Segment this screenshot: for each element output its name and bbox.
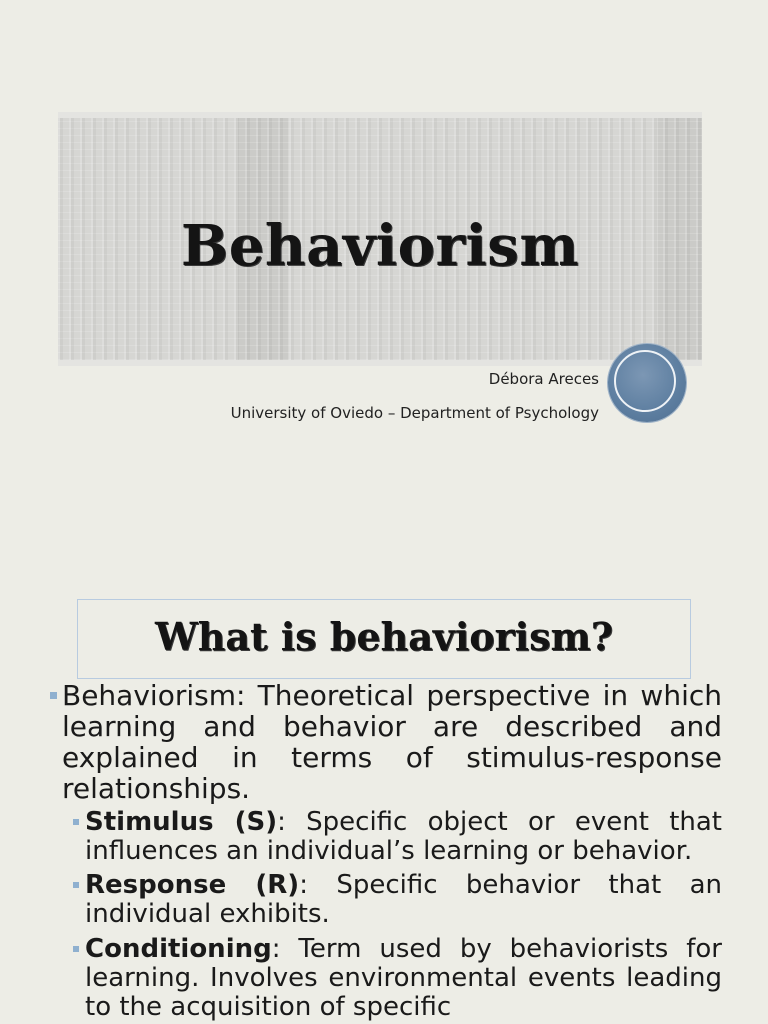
sub-bullet-stimulus: [85, 808, 722, 866]
author-affiliation: University of Oviedo – Department of Psychology: [230, 404, 599, 422]
sub-bullet-definition: : Specific object or event that influences an individual’s learning or behavior.: [85, 807, 722, 866]
sub-bullet-definition: : Term used by behaviorists for learning. Involves environmental events leading to the acquisition of specific: [85, 934, 722, 1022]
slide-title: Behaviorism: [180, 213, 580, 279]
slide2-title: What is behaviorism?: [155, 614, 613, 659]
sub-bullet-conditioning: [85, 935, 722, 1022]
main-bullet-text: Behaviorism: Theoretical perspective in which learning and behavior are described and explained in terms of stimulus-response relationships.: [62, 679, 722, 805]
sub-bullet-term: Stimulus (S): [85, 807, 278, 837]
sub-bullet-term: Response (R): [85, 870, 300, 900]
slide2-title-box: [77, 599, 691, 679]
sub-bullet-definition: : Specific behavior that an individual exhibits.: [85, 870, 723, 929]
title-banner: [58, 112, 702, 366]
sub-bullet-response: [85, 871, 722, 929]
author-name: Débora Areces: [488, 370, 599, 388]
bullet-square-icon: [50, 692, 57, 699]
bullet-square-icon: [73, 819, 79, 825]
sub-bullet-term: Conditioning: [85, 934, 272, 964]
university-seal-icon: [608, 344, 686, 422]
bullet-square-icon: [73, 946, 79, 952]
bullet-square-icon: [73, 882, 79, 888]
